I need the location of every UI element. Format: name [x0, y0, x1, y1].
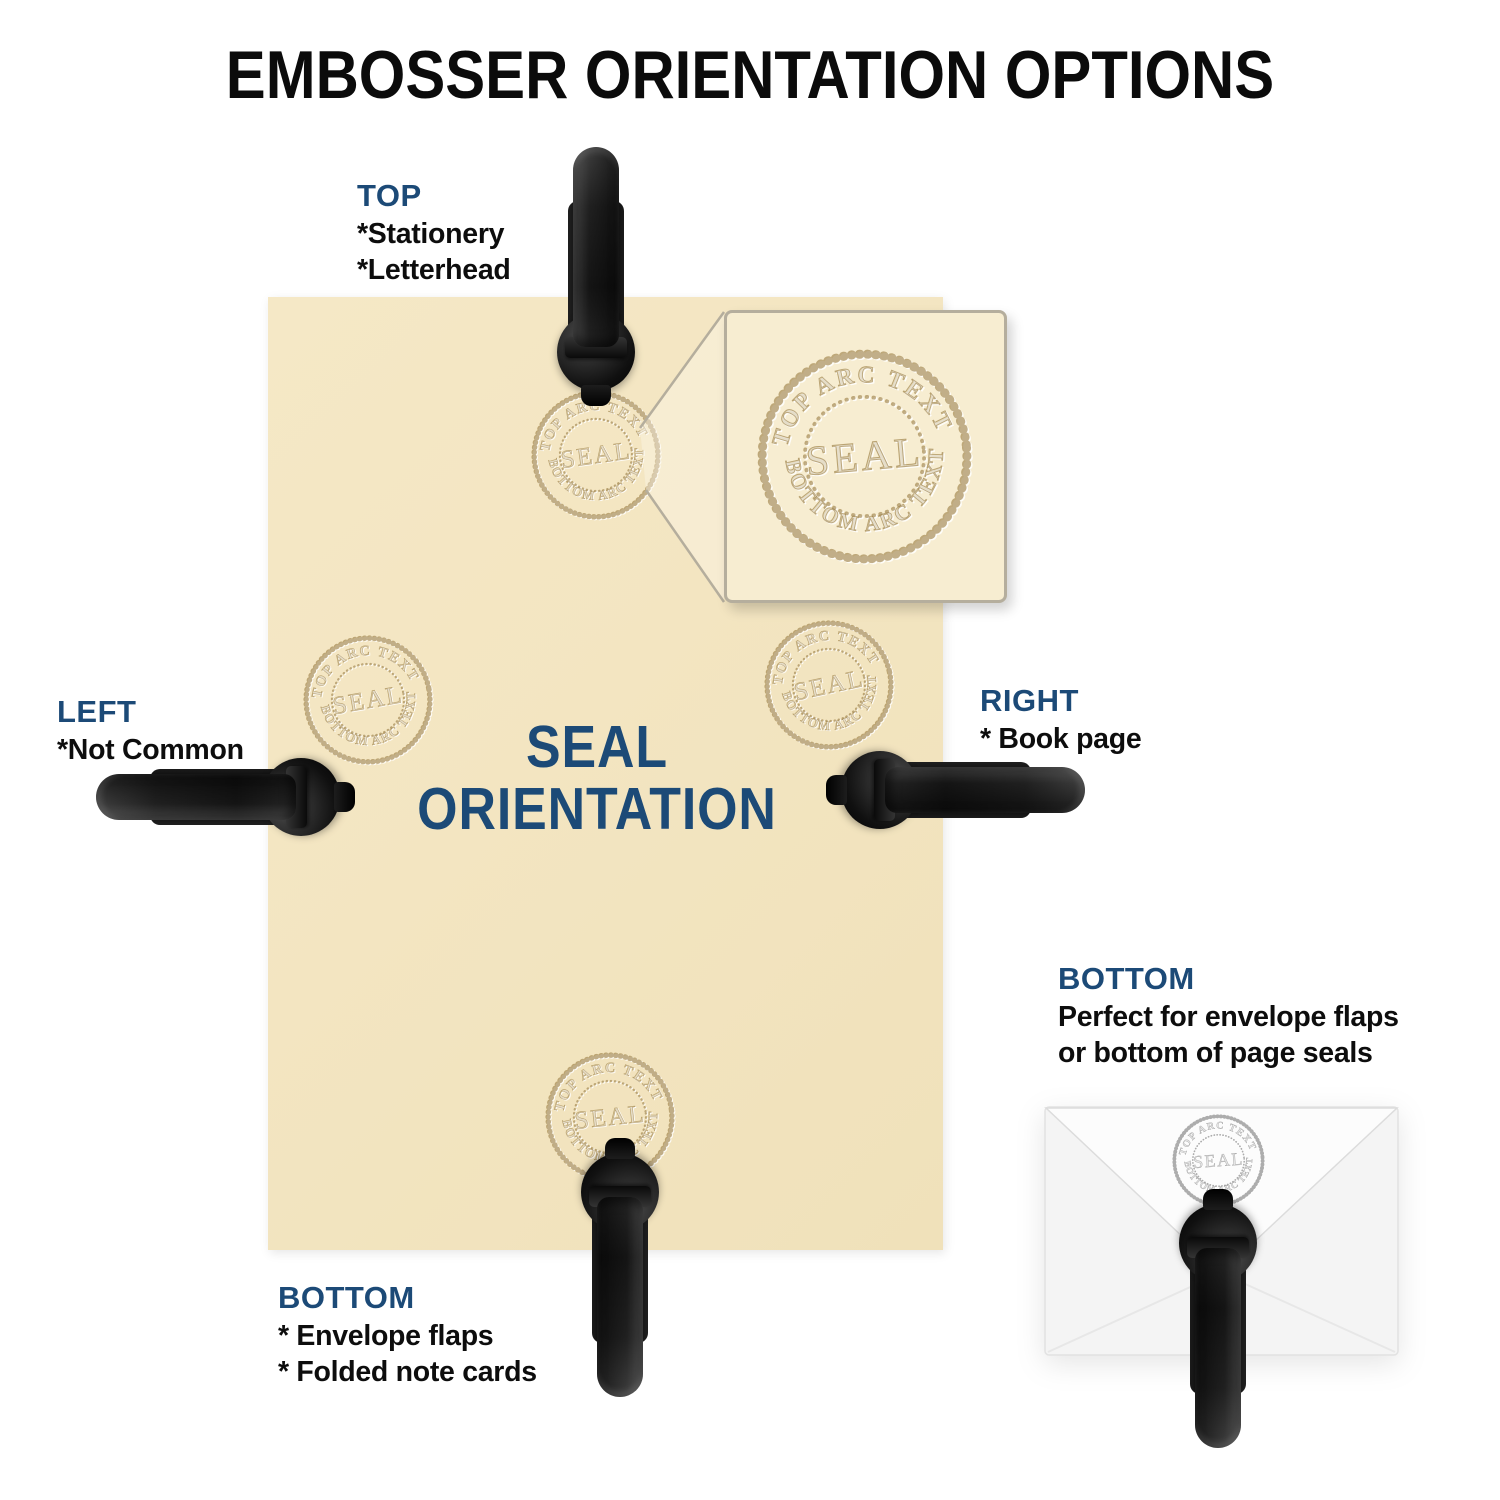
callout-left-item: *Not Common [57, 734, 244, 766]
seal-orientation-caption [377, 716, 817, 840]
embosser-die-icon [605, 1138, 635, 1159]
callout-bottom [278, 1281, 537, 1390]
embosser-die-icon [581, 385, 611, 406]
embosser-die-icon [826, 775, 847, 805]
embosser-envelope [1158, 1188, 1278, 1448]
seal-orientation-line1: SEAL [525, 714, 668, 780]
seal-orientation-line2: ORIENTATION [417, 776, 777, 842]
callout-right-heading: RIGHT [980, 683, 1079, 718]
embosser-die-icon [1203, 1189, 1233, 1210]
callout-top-item: *Stationery [357, 218, 505, 250]
callout-top [357, 179, 511, 288]
embosser-handle-icon [573, 147, 619, 347]
callout-top-heading: TOP [357, 178, 422, 213]
embosser-handle-icon [597, 1197, 643, 1397]
callout-right [980, 684, 1141, 757]
callout-bottom-item: * Envelope flaps [278, 1320, 494, 1352]
embosser-top [536, 147, 656, 407]
callout-top-item: *Letterhead [357, 254, 511, 286]
callout-bottom-right [1058, 962, 1399, 1071]
seal-impression-inset [743, 335, 987, 579]
callout-left [57, 695, 244, 768]
callout-bottom-item: * Folded note cards [278, 1356, 537, 1388]
embosser-handle-icon [1195, 1248, 1241, 1448]
embosser-handle-icon [885, 767, 1085, 813]
callout-bottom-right-line: or bottom of page seals [1058, 1037, 1373, 1069]
embosser-bottom [560, 1137, 680, 1397]
page-title: EMBOSSER ORIENTATION OPTIONS [225, 37, 1275, 113]
callout-bottom-right-line: Perfect for envelope flaps [1058, 1001, 1399, 1033]
callout-left-heading: LEFT [57, 694, 137, 729]
callout-bottom-right-heading: BOTTOM [1058, 961, 1195, 996]
embosser-die-icon [334, 782, 355, 812]
embosser-handle-icon [96, 774, 296, 820]
callout-right-item: * Book page [980, 723, 1142, 755]
callout-bottom-heading: BOTTOM [278, 1280, 415, 1315]
